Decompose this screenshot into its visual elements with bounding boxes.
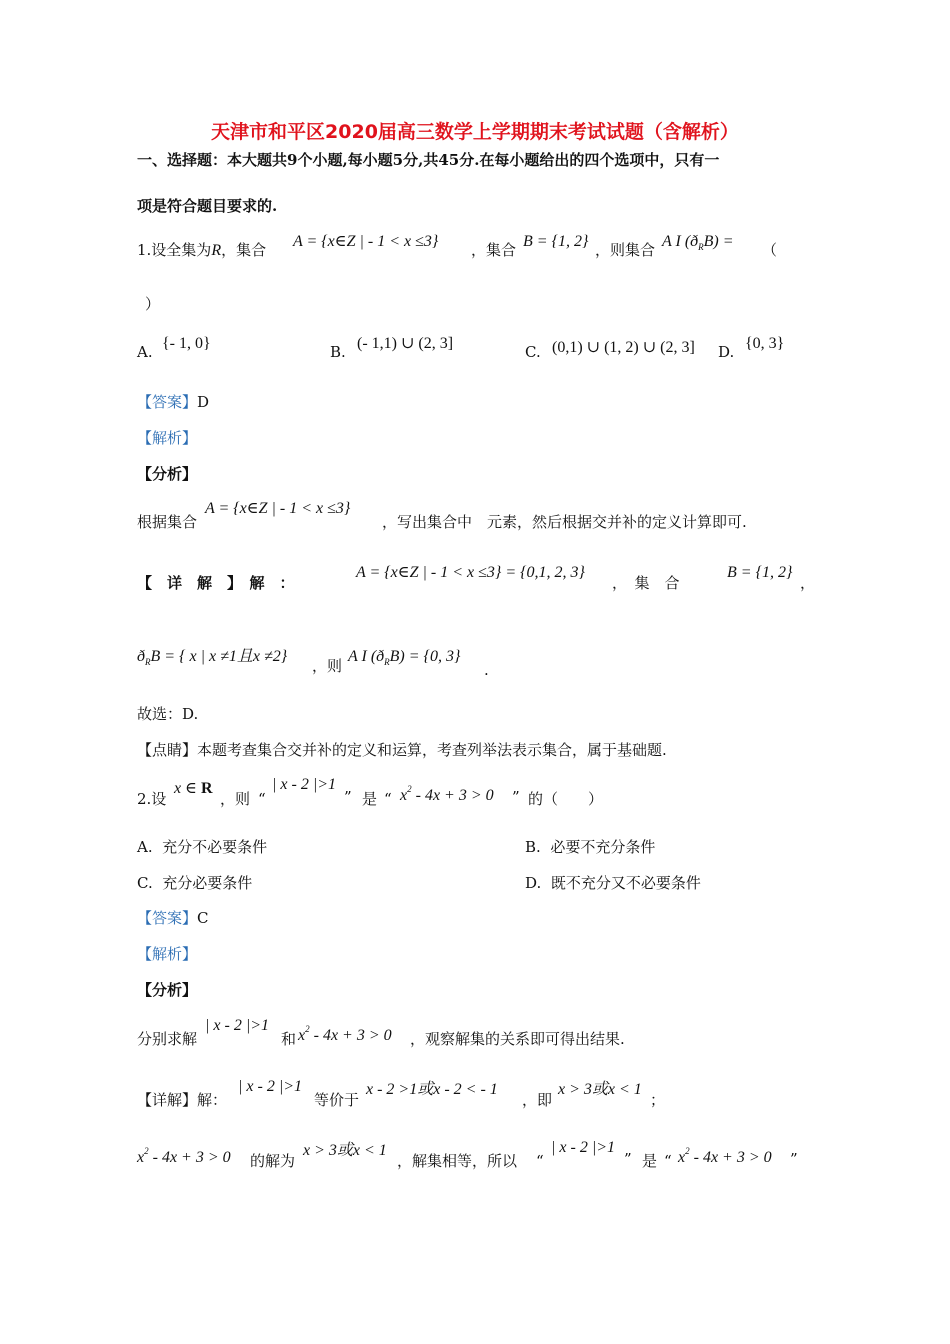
q1-fenxi-suffix: ，写出集合中 元素，然后根据交并补的定义计算即可.	[382, 513, 747, 531]
q1-answer-value: D	[197, 393, 210, 411]
q2-analysis-tag: 【解析】	[137, 945, 198, 963]
q2-quote-open-1: “	[258, 790, 266, 808]
q1-option-b-value: (- 1,1) ∪ (2, 3]	[357, 335, 454, 352]
q2-line2-c2-sup: 2	[144, 1146, 149, 1156]
q1-option-a-label: A.	[137, 343, 153, 361]
q2-line2-c3-x: x	[678, 1149, 686, 1166]
q2-fenxi-prefix: 分别求解	[137, 1030, 198, 1048]
q1-comment: 【点睛】本题考查集合交并补的定义和运算，考查列举法表示集合，属于基础题.	[137, 741, 667, 759]
q1-period: .	[484, 661, 489, 679]
q2-fenxi-c2-sup: 2	[305, 1024, 310, 1034]
q2-option-b-label: B.	[525, 838, 541, 856]
q2-answer-tag: 【答案】	[137, 909, 198, 927]
q2-detail-semicolon: ；	[650, 1091, 666, 1109]
q2-answer-value: C	[197, 909, 209, 927]
q1-analysis-tag: 【解析】	[137, 429, 198, 447]
q2-line2-c2	[137, 1141, 231, 1168]
q2-line2-solution-is: 的解为	[250, 1152, 296, 1170]
q1-option-c-label: C.	[525, 343, 541, 361]
q1-complement-expr: B = { x | x ≠1且x ≠2}	[150, 648, 288, 665]
q1-option-d-label: D.	[718, 343, 735, 361]
q2-fenxi-and: 和	[281, 1030, 297, 1048]
q2-option-d-label: D.	[525, 874, 542, 892]
q2-option-b	[525, 837, 655, 857]
q1-complement-sub: R	[145, 657, 151, 667]
q2-cond2-x: x	[400, 787, 408, 804]
q1-answer	[137, 392, 209, 412]
q2-option-c-label: C.	[137, 874, 153, 892]
q2-line2-mid: ，解集相等，所以	[397, 1152, 518, 1170]
q2-line2-is: 是	[642, 1152, 658, 1170]
q1-set-label-b: ，集合	[471, 241, 517, 259]
q2-quote-close-2: ”	[512, 788, 520, 806]
q1-complement	[137, 647, 287, 672]
q2-stem-prefix: 2.设	[137, 790, 167, 808]
q2-line2-quote-close-1: ”	[624, 1150, 632, 1168]
q2-line2-quote-open-2: “	[664, 1152, 672, 1170]
q2-cond2-sup: 2	[407, 784, 412, 794]
q2-quote-open-2: “	[384, 790, 392, 808]
q1-then-label: ，则	[312, 657, 343, 675]
q1-ask: ，则集合	[595, 241, 656, 259]
q1-expr: A I (ð	[662, 233, 699, 250]
section-header-line2: 项是符合题目要求的.	[137, 197, 278, 215]
q2-answer	[137, 908, 209, 928]
q1-detail-set-B: B = {1, 2}	[727, 564, 793, 581]
q2-line2-sol: x > 3或x < 1	[303, 1142, 387, 1159]
q1-detail-mid: ， 集 合	[612, 574, 680, 592]
q2-line2-c2-tail: - 4x + 3 > 0	[148, 1149, 231, 1166]
q2-line2-c3	[678, 1141, 772, 1168]
q1-result-sub: R	[384, 657, 390, 667]
q2-option-d	[525, 873, 701, 893]
q2-detail-ie: ，即	[522, 1091, 553, 1109]
q2-cond2-tail: - 4x + 3 > 0	[411, 787, 494, 804]
q2-option-a-value: 充分不必要条件	[162, 838, 268, 856]
q1-var-R: R	[211, 242, 222, 259]
q1-paren-open: （	[762, 241, 778, 259]
q2-of: 的（ ）	[528, 790, 604, 808]
q2-is: 是	[362, 790, 378, 808]
q1-result-expr: A I (ð	[348, 648, 385, 665]
q2-fenxi-c2-x: x	[298, 1027, 306, 1044]
q2-fenxi-c2	[298, 1019, 392, 1046]
section-header-line1: 一、选择题：本大题共9个小题,每小题5分,共45分.在每小题给出的四个选项中，只有一	[137, 151, 720, 169]
q1-result-tail: B) = {0, 3}	[389, 648, 461, 665]
q1-set-A: A = {x∈Z | - 1 < x ≤3}	[293, 233, 439, 250]
q1-set-B: B = {1, 2}	[523, 233, 589, 250]
q2-fenxi-suffix: ，观察解集的关系即可得出结果.	[410, 1030, 625, 1048]
q2-line2-c2-x: x	[137, 1149, 145, 1166]
q2-detail-tag: 【详解】解：	[137, 1091, 228, 1109]
q1-option-b-label: B.	[330, 343, 346, 361]
q1-expr-sub: R	[698, 242, 704, 252]
q1-complement-symbol: ð	[137, 648, 145, 665]
q2-option-c-value: 充分必要条件	[162, 874, 253, 892]
q2-option-c	[137, 873, 252, 893]
q2-detail-equiv: 等价于	[314, 1091, 360, 1109]
q2-detail-sol: x > 3或x < 1	[558, 1081, 642, 1098]
q1-option-a-value: {- 1, 0}	[162, 335, 211, 352]
q2-option-d-value: 既不充分又不必要条件	[550, 874, 701, 892]
q2-fenxi-c1: | x - 2 |>1	[205, 1017, 270, 1034]
q2-line2-quote-close-2: ”	[790, 1150, 798, 1168]
q2-quote-close-1: ”	[344, 788, 352, 806]
q1-detail-set-A: A = {x∈Z | - 1 < x ≤3} = {0,1, 2, 3}	[356, 564, 585, 581]
q1-stem	[137, 240, 266, 261]
q2-line2-c3-tail: - 4x + 3 > 0	[689, 1149, 772, 1166]
q2-line2-quote-open-1: “	[536, 1152, 544, 1170]
q2-detail-c1: | x - 2 |>1	[238, 1078, 303, 1095]
q1-paren-close: ）	[145, 295, 161, 313]
q2-line2-c3-sup: 2	[685, 1146, 690, 1156]
q2-cond1: | x - 2 |>1	[272, 776, 337, 793]
q1-option-d-value: {0, 3}	[745, 335, 785, 352]
q2-option-b-value: 必要不充分条件	[550, 838, 656, 856]
q1-answer-tag: 【答案】	[137, 393, 198, 411]
q1-detail-comma: ，	[800, 574, 816, 592]
page-title: 天津市和平区2020届高三数学上学期期末考试试题（含解析）	[211, 121, 739, 143]
q1-fenxi-set: A = {x∈Z | - 1 < x ≤3}	[205, 500, 351, 517]
q2-stem-x-text: x ∈	[174, 780, 197, 797]
q1-stem-prefix: 1.设全集为	[137, 241, 212, 259]
q2-stem-R: R	[200, 780, 213, 797]
q2-fenxi-c2-tail: - 4x + 3 > 0	[309, 1027, 392, 1044]
q2-stem-x	[174, 779, 213, 799]
q1-fenxi-prefix: 根据集合	[137, 513, 198, 531]
q1-expression	[662, 232, 734, 257]
q2-fenxi-tag: 【分析】	[137, 981, 198, 999]
q1-option-c-value: (0,1) ∪ (1, 2) ∪ (2, 3]	[552, 339, 695, 356]
q1-set-label-a: ，集合	[221, 241, 267, 259]
q2-option-a-label: A.	[137, 838, 153, 856]
q1-detail-tag: 【 详 解 】 解 ：	[137, 574, 295, 592]
q2-line2-c1: | x - 2 |>1	[551, 1139, 616, 1156]
q1-conclusion: 故选：D.	[137, 705, 199, 723]
q2-option-a	[137, 837, 267, 857]
q1-expr-tail: B) =	[703, 233, 734, 250]
q1-result	[348, 647, 460, 672]
q2-cond2	[400, 779, 494, 806]
q2-stem-then: ，则	[220, 790, 251, 808]
q1-fenxi-tag: 【分析】	[137, 465, 198, 483]
q2-detail-ineq: x - 2 >1或x - 2 < - 1	[366, 1081, 498, 1098]
